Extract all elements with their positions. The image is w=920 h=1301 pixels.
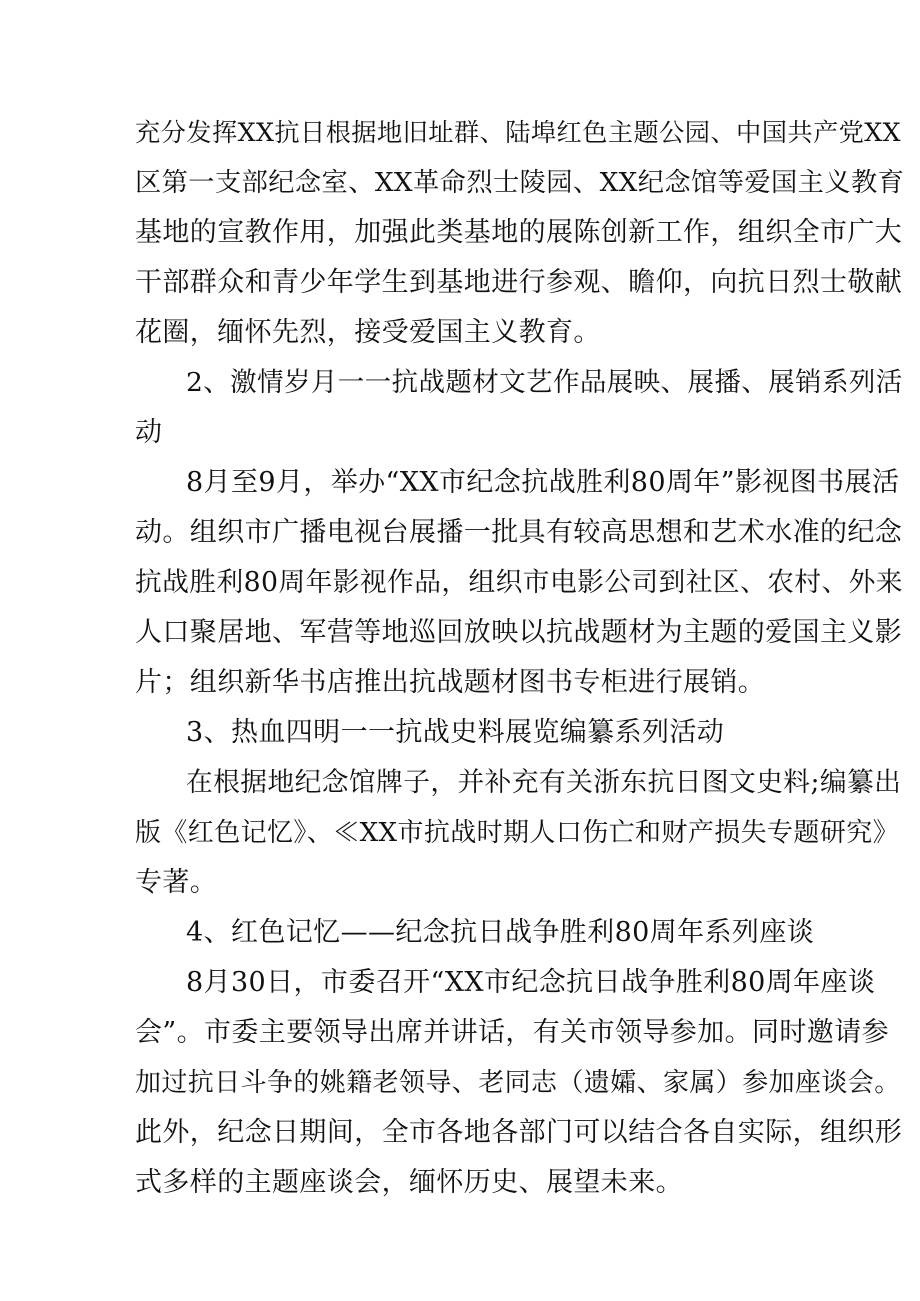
paragraph-1-line: 花圈，缅怀先烈，接受爱国主义教育。 [135, 317, 601, 348]
paragraph-1-line: 区第一支部纪念室、XX革命烈士陵园、XX纪念馆等爱国主义教育 [135, 168, 905, 198]
section-heading-2: 2、激情岁月一一抗战题材文艺作品展映、展播、展销系列活 [186, 367, 903, 398]
paragraph-1-line: 充分发挥XX抗日根据地旧址群、陆埠红色主题公园、中国共产党XX [135, 118, 902, 147]
paragraph-4-line: 式多样的主题座谈会，缅怀历史、展望未来。 [135, 1167, 683, 1198]
paragraph-2-line: 动。组织市广播电视台展播一批具有较高思想和艺术水准的纪念 [135, 517, 903, 548]
paragraph-2-line: 人口聚居地、军营等地巡回放映以抗战题材为主题的爱国主义影 [135, 617, 903, 648]
paragraph-2-line: 片；组织新华书店推出抗战题材图书专柜进行展销。 [135, 667, 766, 698]
section-heading-2-continued: 动 [135, 417, 163, 448]
paragraph-1-line: 干部群众和青少年学生到基地进行参观、瞻仰，向抗日烈士敬献 [135, 267, 903, 298]
paragraph-3-line: 专著。 [135, 867, 218, 898]
paragraph-2-line: 抗战胜利80周年影视作品，组织市电影公司到社区、农村、外来 [135, 567, 903, 598]
paragraph-3-line: 在根据地纪念馆牌子，并补充有关浙东抗日图文史料;编纂出 [186, 767, 902, 798]
paragraph-1-line: 基地的宣教作用，加强此类基地的展陈创新工作，组织全市广大 [135, 217, 903, 248]
section-heading-4: 4、红色记忆——纪念抗日战争胜利80周年系列座谈 [186, 917, 815, 948]
paragraph-2-line: 8月至9月，举办“XX市纪念抗战胜利80周年”影视图书展活 [186, 467, 900, 498]
paragraph-4-line: 8月30日，市委召开“XX市纪念抗日战争胜利80周年座谈 [186, 967, 876, 998]
paragraph-4-line: 加过抗日斗争的姚籍老领导、老同志（遗孀、家属）参加座谈会。 [135, 1068, 901, 1098]
paragraph-3-line: 版《红色记忆》、≪XX市抗战时期人口伤亡和财产损失专题研究》 [135, 818, 900, 848]
paragraph-4-line: 此外，纪念日期间，全市各地各部门可以结合各自实际，组织形 [135, 1117, 903, 1148]
section-heading-3: 3、热血四明一一抗战史料展览编纂系列活动 [186, 717, 725, 748]
paragraph-4-line: 会”。市委主要领导出席并讲话，有关市领导参加。同时邀请参 [135, 1017, 890, 1048]
